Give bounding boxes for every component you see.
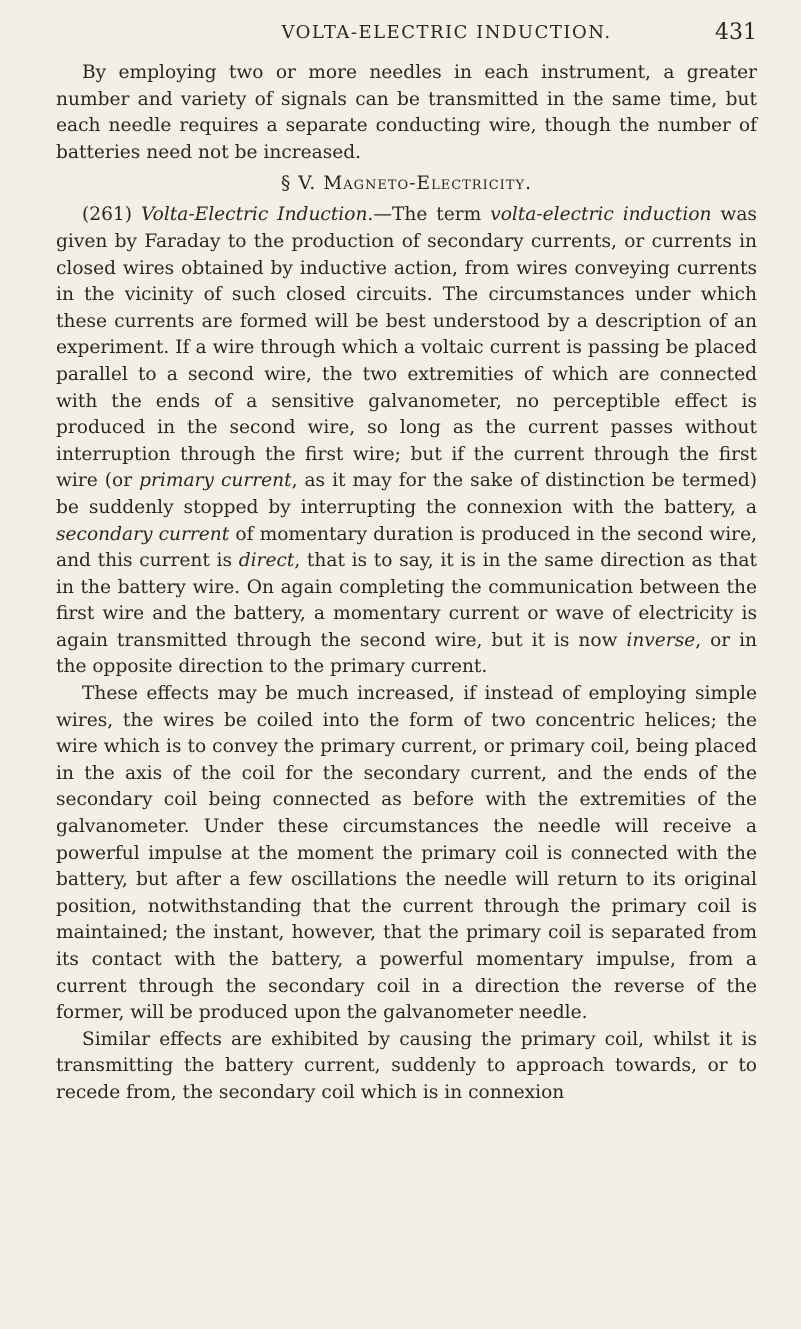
term-direct: direct: [238, 550, 295, 572]
term-secondary-current: secondary current: [56, 523, 230, 545]
running-head: [56, 22, 757, 52]
text-run: , that is to say, it is in the same direction as that in the battery wire. On again completing the communication between the first wire and the battery, a momentary current or wave of electricity is again transmitted through the second wire, but it is now: [56, 550, 757, 651]
text-run: , or in the opposite direction to the primary current.: [56, 629, 757, 678]
running-head-title: VOLTA-ELECTRIC INDUCTION.: [281, 22, 612, 43]
paragraph-number: (261): [82, 204, 132, 226]
paragraph-title: Volta-Electric Induction.: [140, 204, 374, 226]
text-run: was given by Faraday to the production of secondary currents, or currents in closed wires obtained by inductive action, from wires conveying currents in the vicinity of such closed circuits. The circumstances under which these currents are formed will be best understood by a description of an experiment. If a wire through which a voltaic current is passing be placed parallel to a second wire, the two extremities of which are connected with the ends of a sensitive galvanometer, no perceptible effect is produced in the second wire, so long as the current passes without interruption through the first wire; but if the current through the first wire (or: [56, 204, 757, 492]
paragraph-volta-electric-induction: [56, 202, 757, 681]
body-text: [56, 60, 757, 1107]
term-primary-current: primary current: [139, 470, 292, 492]
term-volta-electric-induction: volta-electric induction: [490, 204, 712, 226]
text-run: —The term: [373, 204, 491, 226]
text-run: , as it may for the sake of distinction be termed) be suddenly stopped by interrupting the connexion with the battery, a: [56, 470, 757, 518]
paragraph-similar-effects: Similar effects are exhibited by causing the primary coil, whilst it is transmitting the battery current, suddenly to approach towards, or to recede from, the secondary coil which is in connexion: [56, 1028, 757, 1103]
page-number: 431: [715, 20, 757, 45]
text-run: of momentary duration is produced in the second wire, and this current is: [56, 523, 757, 572]
paragraph-needles: By employing two or more needles in each instrument, a greater number and variety of signals can be transmitted in the same time, but each needle requires a separate conducting wire, though the number of batteries need not be increased.: [56, 62, 757, 163]
paragraph-concentric-helices: These effects may be much increased, if instead of employing simple wires, the wires be coiled into the form of two concentric helices; the wire which is to convey the primary current, or primary coil, being placed in the axis of the coil for the secondary current, and the ends of the secondary coil being connected as before with the extremities of the galvanometer. Under these circumstances the needle will receive a powerful impulse at the moment the primary coil is connected with the battery, but after a few oscillations the needle will return to its original position, notwithstanding that the current through the primary coil is maintained; the instant, however, that the primary coil is separated from its contact with the battery, a powerful momentary impulse, from a current through the secondary coil in a direction the reverse of the former, will be produced upon the galvanometer needle.: [56, 683, 757, 1024]
section-heading: § V. Magneto-Electricity.: [281, 173, 532, 195]
term-inverse: inverse: [626, 629, 696, 651]
